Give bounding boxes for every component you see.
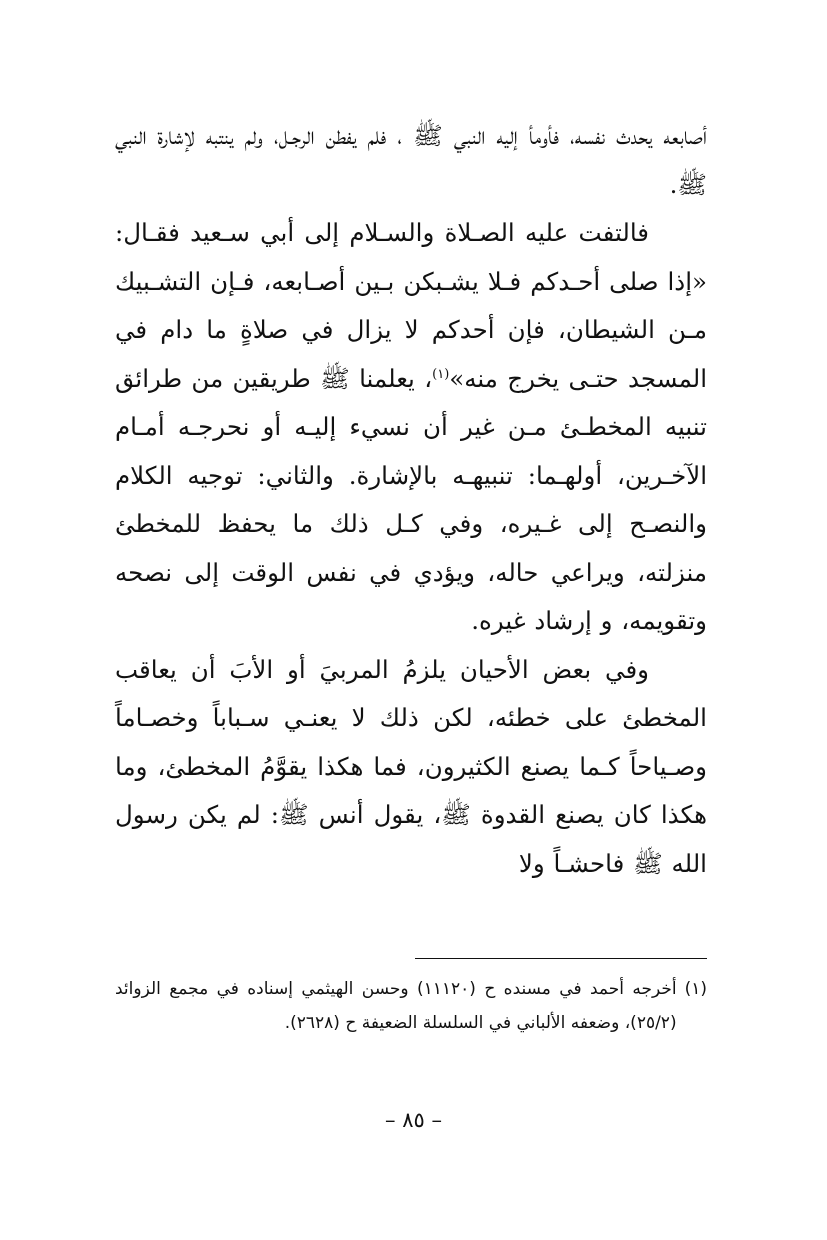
page-number: – ٨٥ – <box>385 1108 442 1132</box>
paragraph-3-text: وفي بعض الأحيان يلزمُ المربيَ أو الأبَ أن يعاقب المخطئ على خطئه، لكن ذلك لا يعنـي سـباباً وخصـاماً وصـياحاً كـما يصنع الكثيرون، فما هكذا يقوَّمُ المخطئ، وما هكذا كان يصنع القدوة ﷺ، يقول أنس ﷺ: لم يكن رسول الله ﷺ فاحشـاً ولا <box>115 654 707 878</box>
footnote-number: (١) <box>684 979 707 999</box>
paragraph-1-text: أصابعه يحدث نفسه، فأومأ إليه النبي ﷺ ، فلم يفطن الرجـل، ولم ينتبه لإشارة النبي ﷺ. <box>115 121 707 199</box>
paragraph-1 <box>115 112 707 209</box>
paragraph-2-text: فالتفت عليه الصـلاة والسـلام إلى أبي سـعيد فقـال: «إذا صلى أحـدكم فـلا يشـبكن بـين أصـابعه، فـإن التشـبيك مـن الشيطان، فإن أحدكم لا يزال في صلاةٍ ما دام في المسجد حتـى يخرج منه» <box>115 218 708 393</box>
footnote-text: أخرجه أحمد في مسنده ح (١١١٢٠) وحسن الهيثمي إسناده في مجمع الزوائد (٢٥/٢)، وضعفه الألباني في السلسلة الضعيفة ح (٢٦٢٨). <box>115 979 677 1033</box>
footnote-1 <box>115 972 707 1040</box>
paragraph-2-continuation: ، يعلمنا ﷺ طريقين من طرائق تنبيه المخطـئ مـن غير أن نسيء إليـه أو نحرجـه أمـام الآخـرين، أولهـما: تنبيهـه بالإشارة. والثاني: توجيه الكلام والنصـح إلى غـيره، وفي كـل ذلك ما يحفظ للمخطئ منزلته، ويراعي حاله، ويؤدي في نفس الوقت إلى نصحه وتقويمه، و إرشاد غيره. <box>115 363 707 635</box>
footnote-separator <box>415 958 707 959</box>
footnote-reference[interactable]: (١) <box>432 366 450 382</box>
footnotes <box>115 972 707 1040</box>
page-body <box>115 112 707 888</box>
paragraph-3 <box>115 646 707 889</box>
paragraph-2 <box>115 209 707 646</box>
main-text <box>115 112 707 888</box>
